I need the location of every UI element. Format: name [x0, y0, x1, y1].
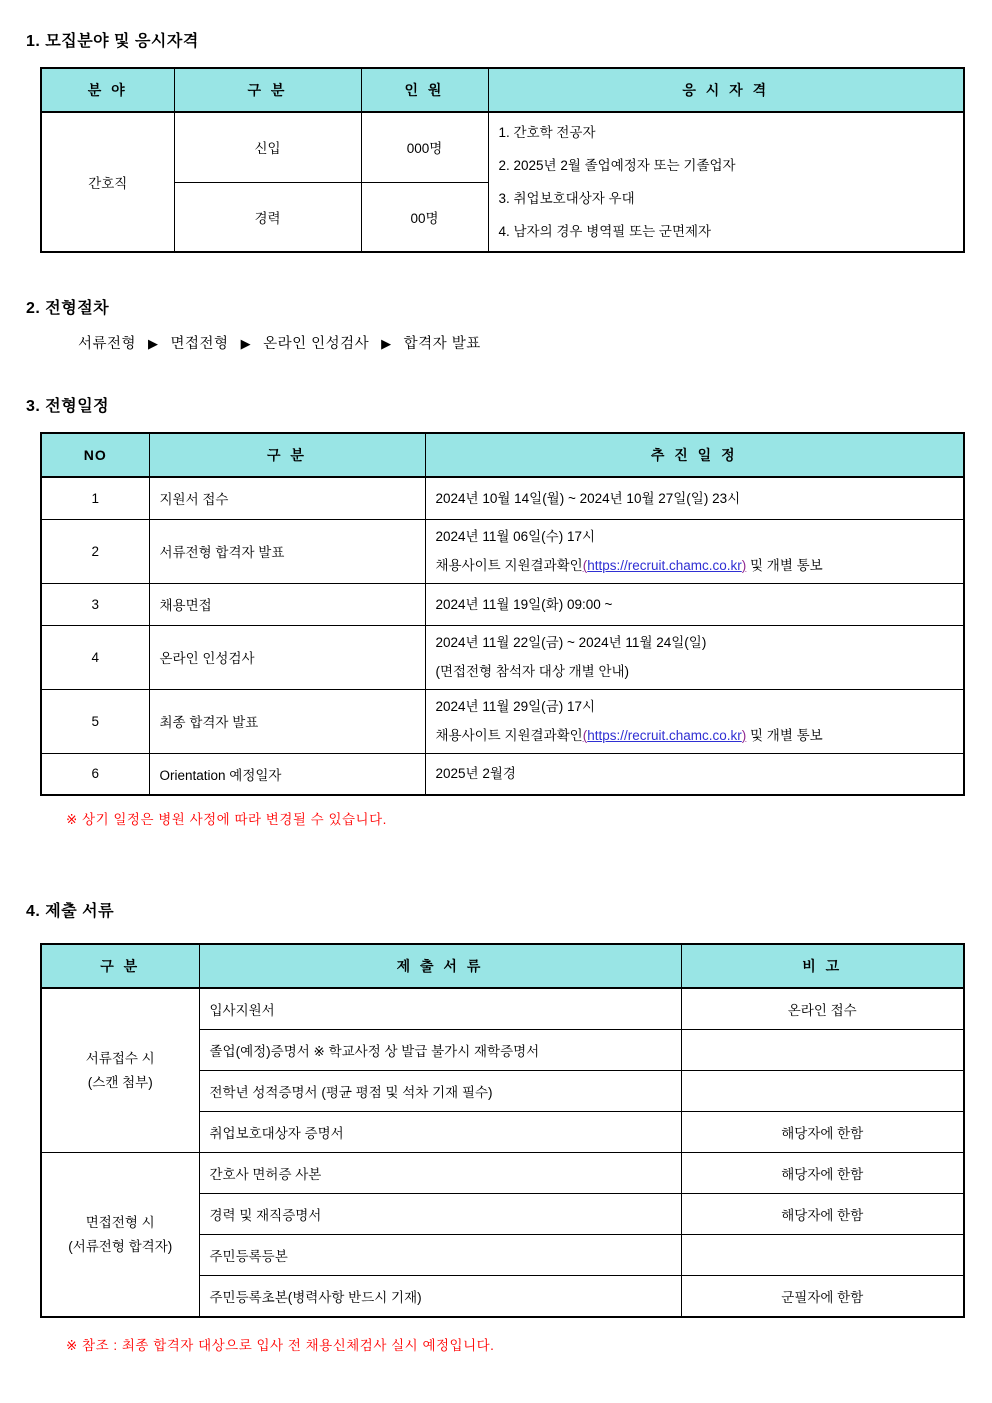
- document-remark-cell: 해당자에 한함: [681, 1153, 964, 1194]
- schedule-date-line: 2024년 11월 19일(화) 09:00 ~: [435, 596, 613, 612]
- recruit-type-cell: 경력: [174, 182, 361, 252]
- documents-header-docs: 제 출 서 류: [199, 944, 681, 988]
- arrow-right-icon: ▶: [240, 336, 252, 351]
- documents-header-remark: 비 고: [681, 944, 964, 988]
- document-name-cell: 졸업(예정)증명서 ※ 학교사정 상 발급 불가시 재학증명서: [199, 1030, 681, 1071]
- schedule-no-cell: 1: [41, 477, 149, 519]
- schedule-no-cell: 2: [41, 519, 149, 583]
- schedule-date-cell: [425, 519, 964, 583]
- document-remark-cell: 해당자에 한함: [681, 1112, 964, 1153]
- link-paren: ): [741, 728, 747, 743]
- table-row: [41, 625, 964, 689]
- arrow-right-icon: ▶: [148, 336, 159, 351]
- schedule-date-line: [436, 551, 954, 580]
- documents-header-category: 구 분: [41, 944, 199, 988]
- documents-header-row: [41, 944, 964, 988]
- link-suffix-text: 및 개별 통보: [746, 728, 823, 743]
- schedule-date-line: 2024년 11월 22일(금) ~ 2024년 11월 24일(일): [435, 635, 707, 650]
- document-remark-cell: [681, 1030, 964, 1071]
- table-row: [41, 583, 964, 625]
- link-suffix-text: 및 개별 통보: [746, 558, 823, 573]
- document-name-cell: 경력 및 재직증명서: [199, 1194, 681, 1235]
- recruit-header-count: 인 원: [361, 68, 488, 112]
- document-name-cell: 전학년 성적증명서 (평균 평점 및 석차 기재 필수): [199, 1071, 681, 1112]
- documents-table: [40, 943, 965, 1318]
- link-prefix-text: 채용사이트 지원결과확인: [435, 728, 583, 743]
- schedule-date-line: 2024년 11월 29일(금) 17시: [435, 699, 596, 714]
- table-row: [41, 477, 964, 519]
- table-row: [41, 689, 964, 753]
- section4-title: 4. 제출 서류: [26, 903, 115, 920]
- section-recruit-fields: [26, 28, 964, 253]
- schedule-no-cell: 6: [41, 753, 149, 795]
- schedule-label-cell: 최종 합격자 발표: [149, 689, 425, 753]
- process-step: 면접전형: [170, 336, 229, 352]
- schedule-date-line: 2024년 11월 06일(수) 17시: [435, 529, 596, 544]
- recruit-header-row: [41, 68, 964, 112]
- recruit-site-link[interactable]: https://recruit.chamc.co.kr: [587, 558, 742, 573]
- schedule-label-cell: 지원서 접수: [149, 477, 425, 519]
- link-prefix-text: 채용사이트 지원결과확인: [435, 558, 583, 573]
- group-label-line: 서류접수 시: [85, 1050, 155, 1066]
- document-name-cell: 주민등록등본: [199, 1235, 681, 1276]
- schedule-date-line: (면접전형 참석자 대상 개별 안내): [435, 664, 630, 679]
- schedule-no-cell: 5: [41, 689, 149, 753]
- recruit-qualification-cell: [488, 112, 964, 252]
- schedule-label-cell: 서류전형 합격자 발표: [149, 519, 425, 583]
- document-name-cell: 입사지원서: [199, 988, 681, 1030]
- qualification-line: 2. 2025년 2월 졸업예정자 또는 기졸업자: [498, 158, 736, 173]
- recruit-header-qualification: 응 시 자 격: [488, 68, 964, 112]
- schedule-date-cell: [425, 625, 964, 689]
- process-step: 온라인 인성검사: [263, 336, 370, 352]
- schedule-date-cell: [425, 689, 964, 753]
- schedule-note: ※ 상기 일정은 병원 사정에 따라 변경될 수 있습니다.: [66, 812, 387, 827]
- document-remark-cell: 온라인 접수: [681, 988, 964, 1030]
- group-label-line: (서류전형 합격자): [68, 1238, 173, 1254]
- recruit-field-cell: 간호직: [41, 112, 174, 252]
- section1-title: 1. 모집분야 및 응시자격: [26, 33, 199, 50]
- schedule-date-line: 2024년 10월 14일(월) ~ 2024년 10월 27일(일) 23시: [435, 490, 741, 506]
- arrow-right-icon: ▶: [381, 336, 392, 351]
- schedule-label-cell: Orientation 예정일자: [149, 753, 425, 795]
- documents-note: ※ 참조 : 최종 합격자 대상으로 입사 전 채용신체검사 실시 예정입니다.: [66, 1338, 495, 1353]
- schedule-date-cell: [425, 477, 964, 519]
- schedule-no-cell: 4: [41, 625, 149, 689]
- link-paren: (: [582, 728, 588, 743]
- schedule-table: [40, 432, 965, 796]
- recruit-count-cell: 00명: [361, 182, 488, 252]
- group-label-line: (스캔 첨부): [87, 1074, 153, 1090]
- document-remark-cell: 군필자에 한함: [681, 1276, 964, 1318]
- document-name-cell: 취업보호대상자 증명서: [199, 1112, 681, 1153]
- group-label-line: 면접전형 시: [85, 1214, 155, 1230]
- schedule-header-row: [41, 433, 964, 477]
- document-remark-cell: 해당자에 한함: [681, 1194, 964, 1235]
- recruit-header-type: 구 분: [174, 68, 361, 112]
- recruit-site-link[interactable]: https://recruit.chamc.co.kr: [587, 728, 742, 743]
- schedule-date-line: 2025년 2월경: [435, 766, 516, 782]
- process-step: 서류전형: [78, 336, 137, 352]
- qualification-line: 4. 남자의 경우 병역필 또는 군면제자: [498, 224, 712, 239]
- process-step: 합격자 발표: [403, 336, 481, 352]
- link-paren: ): [741, 558, 747, 573]
- schedule-label-cell: 온라인 인성검사: [149, 625, 425, 689]
- section-process: [26, 295, 964, 353]
- process-flow: [78, 332, 964, 353]
- qualification-line: 3. 취업보호대상자 우대: [498, 191, 635, 206]
- section-documents: [26, 898, 964, 1354]
- schedule-label-cell: 채용면접: [149, 583, 425, 625]
- schedule-header-no: NO: [41, 433, 149, 477]
- schedule-header-category: 구 분: [149, 433, 425, 477]
- schedule-date-cell: [425, 753, 964, 795]
- table-row: [41, 753, 964, 795]
- table-row: [41, 112, 964, 182]
- document-name-cell: 간호사 면허증 사본: [199, 1153, 681, 1194]
- section3-title: 3. 전형일정: [26, 398, 110, 415]
- section2-title: 2. 전형절차: [26, 300, 110, 317]
- qualification-line: 1. 간호학 전공자: [498, 125, 596, 140]
- link-paren: (: [582, 558, 588, 573]
- table-row: [41, 519, 964, 583]
- schedule-date-cell: [425, 583, 964, 625]
- documents-group-cell: [41, 1153, 199, 1318]
- recruit-type-cell: 신입: [174, 112, 361, 182]
- recruit-table: [40, 67, 965, 253]
- schedule-date-line: [436, 721, 954, 750]
- recruit-header-field: 분 야: [41, 68, 174, 112]
- section-schedule: [26, 393, 964, 828]
- schedule-no-cell: 3: [41, 583, 149, 625]
- recruit-count-cell: 000명: [361, 112, 488, 182]
- table-row: [41, 988, 964, 1030]
- documents-group-cell: [41, 988, 199, 1153]
- schedule-header-timeline: 추 진 일 정: [425, 433, 964, 477]
- document-remark-cell: [681, 1071, 964, 1112]
- document-remark-cell: [681, 1235, 964, 1276]
- document-name-cell: 주민등록초본(병력사항 반드시 기재): [199, 1276, 681, 1318]
- table-row: [41, 1153, 964, 1194]
